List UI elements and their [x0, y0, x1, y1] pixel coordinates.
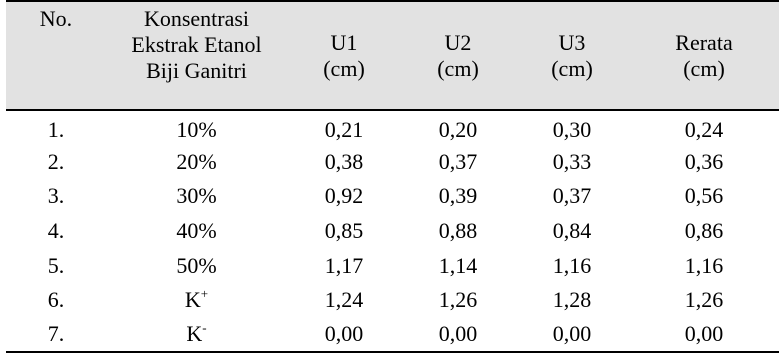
header-konsentrasi	[106, 1, 287, 110]
cell-rerata: 0,36	[684, 148, 724, 174]
cell-u2: 1,26	[438, 287, 478, 313]
cell-u1: 0,85	[324, 217, 364, 243]
cell-rerata: 0,00	[629, 318, 779, 353]
cell-u2: 0,88	[438, 217, 478, 243]
table-row	[6, 318, 779, 353]
header-u3-label: U3	[558, 29, 586, 55]
cell-u1: 0,00	[287, 318, 401, 353]
header-rerata-unit: (cm)	[683, 55, 725, 81]
cell-u2: 1,14	[438, 252, 478, 278]
cell-u1: 0,38	[324, 148, 364, 174]
table-row	[6, 248, 779, 283]
table-row	[6, 110, 779, 145]
cell-u3: 1,16	[552, 252, 592, 278]
cell-u2: 0,39	[438, 183, 478, 209]
cell-u1: 1,24	[324, 287, 364, 313]
cell-konsentrasi-value: 40%	[176, 217, 217, 243]
table-row	[6, 214, 779, 249]
cell-konsentrasi	[106, 283, 287, 318]
cell-konsentrasi-value: 50%	[176, 252, 217, 278]
cell-konsentrasi-value: 30%	[176, 183, 217, 209]
cell-u3: 0,37	[552, 183, 592, 209]
header-no-label: No.	[39, 6, 73, 31]
cell-konsentrasi	[106, 248, 287, 283]
cell-no: 7.	[6, 318, 106, 353]
cell-no: 6.	[47, 287, 65, 313]
cell-u1: 0,21	[324, 116, 364, 142]
cell-konsentrasi	[106, 145, 287, 180]
cell-u3: 0,30	[552, 116, 592, 142]
table-header	[6, 1, 779, 110]
cell-u3: 1,28	[552, 287, 592, 313]
header-u2	[401, 1, 515, 110]
cell-no: 2.	[47, 148, 65, 174]
header-row	[6, 1, 779, 110]
cell-konsentrasi-value: K	[186, 321, 203, 347]
cell-u1: 1,17	[324, 252, 364, 278]
cell-rerata: 1,16	[684, 252, 724, 278]
header-rerata	[629, 1, 779, 110]
cell-u3: 0,00	[515, 318, 629, 353]
header-u1-label: U1	[330, 29, 358, 55]
cell-u3: 0,33	[552, 148, 592, 174]
cell-u3: 0,84	[552, 217, 592, 243]
table-row	[6, 283, 779, 318]
cell-u2: 0,37	[438, 148, 478, 174]
cell-rerata: 0,86	[684, 217, 724, 243]
table-body	[6, 110, 779, 352]
header-rerata-label: Rerata	[675, 29, 733, 55]
cell-konsentrasi-value: 10%	[176, 116, 217, 142]
header-u3-unit: (cm)	[551, 55, 593, 81]
cell-konsentrasi	[106, 318, 287, 353]
header-u2-label: U2	[444, 29, 472, 55]
cell-rerata: 0,56	[684, 183, 724, 209]
cell-konsentrasi	[106, 179, 287, 214]
cell-konsentrasi	[106, 110, 287, 145]
table-row	[6, 145, 779, 180]
header-konsentrasi-line: Ekstrak Etanol	[131, 31, 262, 57]
cell-u2: 0,20	[438, 116, 478, 142]
cell-no: 1.	[47, 116, 65, 142]
cell-u2: 0,00	[401, 318, 515, 353]
cell-no: 5.	[47, 252, 65, 278]
cell-konsentrasi-value: 20%	[176, 148, 217, 174]
header-no	[6, 1, 106, 110]
header-u2-unit: (cm)	[437, 55, 479, 81]
table-row	[6, 179, 779, 214]
cell-rerata: 0,24	[684, 116, 724, 142]
cell-u1: 0,92	[324, 183, 364, 209]
header-u3	[515, 1, 629, 110]
cell-konsentrasi-superscript: -	[202, 320, 207, 336]
header-konsentrasi-line: Biji Ganitri	[146, 57, 247, 83]
cell-konsentrasi-superscript: +	[200, 286, 209, 302]
cell-no: 3.	[47, 183, 65, 209]
cell-no: 4.	[47, 217, 65, 243]
header-konsentrasi-line: Konsentrasi	[143, 6, 250, 31]
cell-rerata: 1,26	[684, 287, 724, 313]
results-table	[6, 0, 779, 353]
header-u1-unit: (cm)	[323, 55, 365, 81]
cell-konsentrasi	[106, 214, 287, 249]
header-u1	[287, 1, 401, 110]
cell-konsentrasi-value: K	[184, 287, 201, 313]
